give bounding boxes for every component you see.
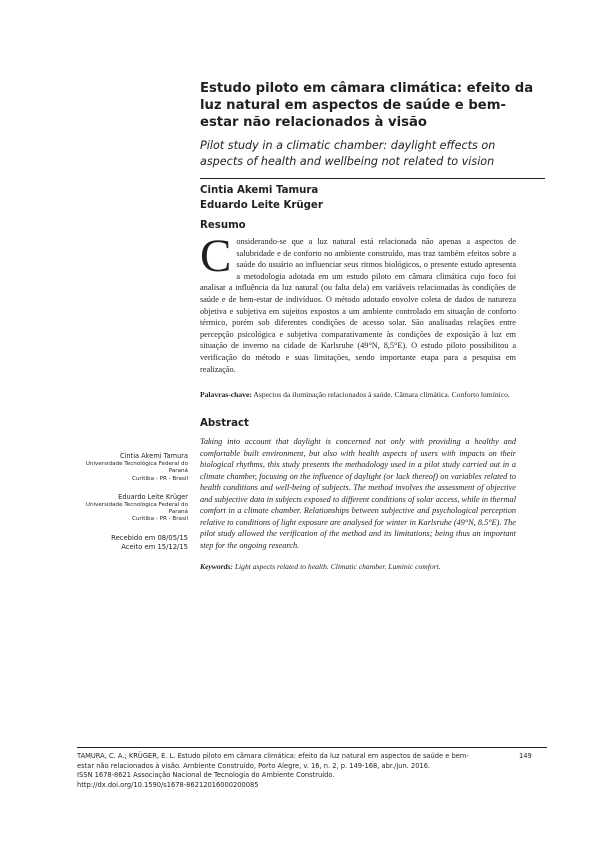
received-date: Recebido em 08/05/15 [111,533,188,542]
citation-footer [77,752,507,790]
author-list [200,183,323,213]
article-title: Estudo piloto em câmara climática: efeito da luz natural em aspectos de saúde e bem-estar não relacionados à visão [200,81,534,130]
affiliation-institution: Universidade Tecnológica Federal do [85,461,188,467]
author-name: Cintia Akemi Tamura [200,185,319,196]
affiliation-author-name: Eduardo Leite Krüger [118,492,188,501]
footer-divider [77,747,547,748]
affiliation-city: Curitiba - PR - Brasil [131,516,188,523]
article-title-english: Pilot study in a climatic chamber: daylight effects on aspects of health and wellbeing not related to vision [200,139,496,168]
resumo-text [200,230,516,375]
title-divider [200,178,545,179]
affiliation-institution: Paraná [168,468,188,475]
author-affiliations [70,452,188,553]
keywords [200,562,516,572]
citation-line: estar não relacionados à visão. Ambiente Construído, Porto Alegre, v. 16, n. 2, p. 149-168, abr./jun. 2016. [77,761,431,770]
resumo-paragraph: onsiderando-se que a luz natural está relacionada não apenas a aspectos de salubridade e de conforto no ambiente construído, mas traz também efeitos sobre a saúde do usuário ao influenciar seus ritmos biológicos, o presente estudo apresenta a metodologia adotada em um estudo piloto em câmara climática cujo foco foi analisar a influência da luz natural (ou falta dela) em variáveis relacionadas às condições de saúde e de bem-estar de indivíduos. O método adotado envolve coleta de dados de natureza objetiva e subjetiva em sujeitos expostos a um ambiente controlado em situação de conforto térmico, porém sob diferentes condições de acesso solar. São analisadas relações entre percepção psicológica e subjetiva comparativamente às condições de exposição à luz em situação de inverno na cidade de Karlsruhe (49°N, 8,5°E). O estudo piloto possibilitou a verificação do método e suas limitações, sendo importante etapa para a pesquisa em realização. [200,237,516,374]
issn-line: ISSN 1678-8621 Associação Nacional de Tecnologia do Ambiente Construído. [77,771,335,780]
palavras-chave-text: Aspectos da iluminação relacionados à saúde. Câmara climática. Conforto lumínico. [253,390,510,399]
accepted-date: Aceito em 15/12/15 [121,543,188,552]
abstract-text: Taking into account that daylight is concerned not only with providing a healthy and comfortable built environment, but also with health aspects of users with impacts on their biological rhythms, this study presents the methodology used in a pilot study carried out in a climate chamber, focusing on the influence of daylight (or lack thereof) on variables related to health conditions and well-being of subjects. The method involves the assessment of objective and subjective data in subjects exposed to different conditions of solar access, while in thermal comfort in a climate chamber. Relationships between subjective and psychological perception relative to conditions of light exposure are analysed for winter in Karlsruhe (49°N, 8.5°E). The pilot study allowed the verification of the method and its limitations; being thus an important step for the ongoing research. [200,437,516,550]
affiliation-author-name: Cintia Akemi Tamura [120,452,188,460]
abstract-heading: Abstract [200,418,249,429]
keywords-text: Light aspects related to health. Climatic chamber. Luminic comfort. [234,562,441,571]
affiliation-institution: Universidade Tecnológica Federal do [85,501,188,508]
keywords-label: Keywords: [200,562,233,571]
resumo-heading: Resumo [200,220,246,231]
page-number: 149 [519,752,532,760]
author-name: Eduardo Leite Krüger [200,200,323,211]
affiliation-institution: Paraná [168,509,188,516]
palavras-chave-label: Palavras-chave: [200,390,252,399]
drop-cap: C [200,230,232,282]
doi-link[interactable]: http://dx.doi.org/10.1590/s1678-86212016000200085 [77,780,259,789]
palavras-chave [200,390,516,400]
citation-line: TAMURA, C. A.; KRÜGER, E. L. Estudo piloto em câmara climática: efeito da luz natural em aspectos de saúde e bem- [77,752,469,760]
affiliation-city: Curitiba - PR - Brasil [131,475,188,482]
